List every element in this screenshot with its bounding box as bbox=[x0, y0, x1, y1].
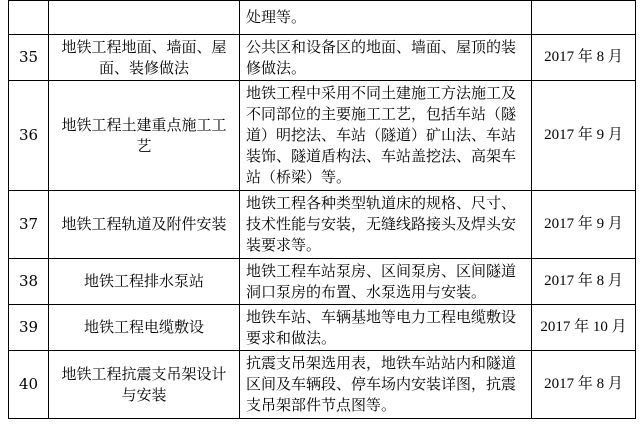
row-number: 35 bbox=[9, 35, 49, 81]
item-date: 2017 年 8 月 bbox=[532, 35, 636, 81]
item-description: 抗震支吊架选用表，地铁车站站内和隧道区间及车辆段、停车场内安装详图，抗震支吊架部件节点图等。 bbox=[240, 351, 532, 419]
item-description: 地铁工程各种类型轨道床的规格、尺寸、技术性能与安装，无缝线路接头及焊头安装要求等。 bbox=[240, 191, 532, 259]
row-number: 39 bbox=[9, 305, 49, 351]
item-date: 2017 年 9 月 bbox=[532, 81, 636, 191]
table-row bbox=[9, 1, 636, 35]
table-row bbox=[9, 191, 636, 259]
item-name: 地铁工程排水泵站 bbox=[49, 259, 240, 305]
table-row bbox=[9, 81, 636, 191]
item-description: 地铁车站、车辆基地等电力工程电缆敷设要求和做法。 bbox=[240, 305, 532, 351]
table-row bbox=[9, 35, 636, 81]
row-number: 38 bbox=[9, 259, 49, 305]
row-number bbox=[9, 1, 49, 35]
item-name: 地铁工程地面、墙面、屋面、装修做法 bbox=[49, 35, 240, 81]
row-number: 40 bbox=[9, 351, 49, 419]
table-row bbox=[9, 305, 636, 351]
item-description: 地铁工程中采用不同土建施工方法施工及不同部位的主要施工工艺，包括车站（隧道）明挖法、车站（隧道）矿山法、车站装饰、隧道盾构法、车站盖挖法、高架车站（桥梁）等。 bbox=[240, 81, 532, 191]
item-name: 地铁工程抗震支吊架设计与安装 bbox=[49, 351, 240, 419]
row-number: 37 bbox=[9, 191, 49, 259]
table-row bbox=[9, 259, 636, 305]
row-number: 36 bbox=[9, 81, 49, 191]
item-description: 地铁工程车站泵房、区间泵房、区间隧道洞口泵房的布置、水泵选用与安装。 bbox=[240, 259, 532, 305]
item-date: 2017 年 8 月 bbox=[532, 351, 636, 419]
table-row bbox=[9, 351, 636, 419]
item-date: 2017 年 10 月 bbox=[532, 305, 636, 351]
item-description: 处理等。 bbox=[240, 1, 532, 35]
standards-table bbox=[8, 0, 636, 419]
item-description: 公共区和设备区的地面、墙面、屋顶的装修做法。 bbox=[240, 35, 532, 81]
item-name: 地铁工程土建重点施工工艺 bbox=[49, 81, 240, 191]
item-name bbox=[49, 1, 240, 35]
item-name: 地铁工程轨道及附件安装 bbox=[49, 191, 240, 259]
item-date: 2017 年 8 月 bbox=[532, 259, 636, 305]
item-name: 地铁工程电缆敷设 bbox=[49, 305, 240, 351]
item-date bbox=[532, 1, 636, 35]
item-date: 2017 年 9 月 bbox=[532, 191, 636, 259]
